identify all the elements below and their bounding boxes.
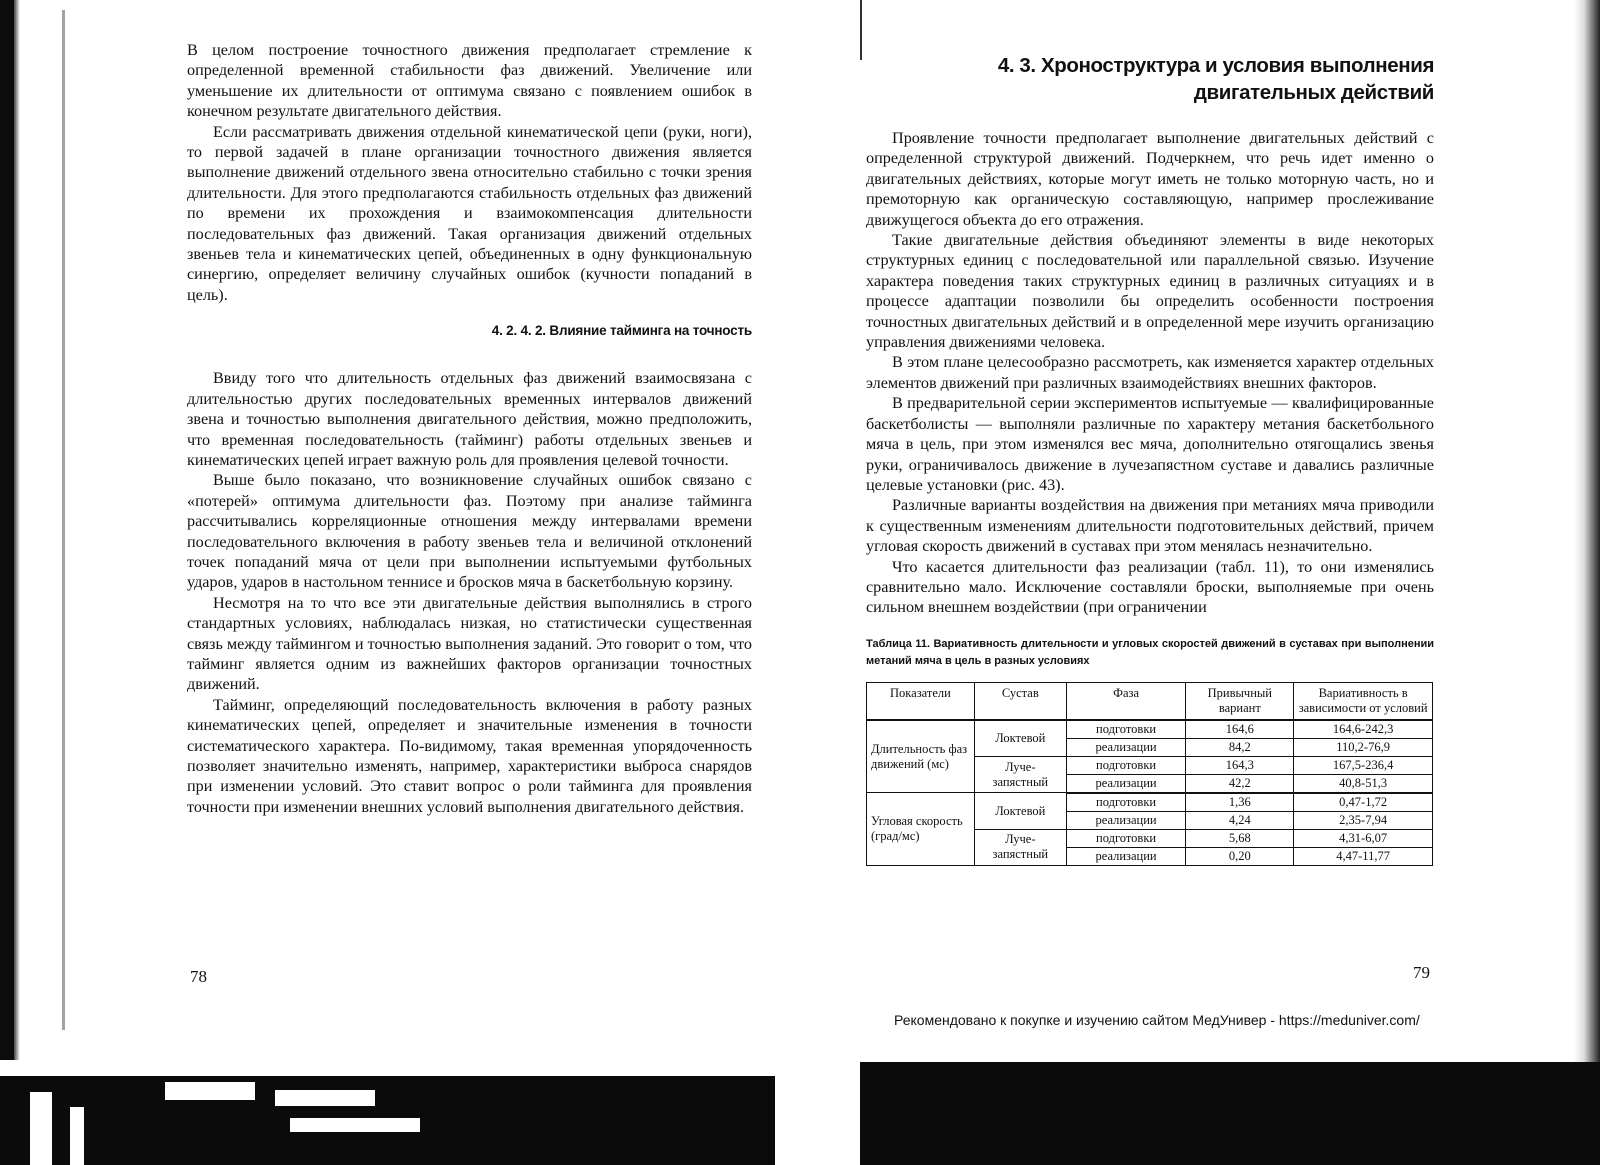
range-cell: 4,31-6,07 [1294, 829, 1433, 847]
phase-cell: реализации [1066, 847, 1186, 865]
right-paragraph-4: В предварительной серии экспериментов испытуемые — квалифицированные баскетболисты — выполняли различные по характеру метания баскетбольного мяча в цель, при этом изменялся вес мяча, дополнительно отягощались звенья руки, ограничивалось движение в лучезапястном суставе и давались различные целевые установки (рис. 43). [866, 394, 1434, 494]
usual-value-cell: 164,3 [1186, 756, 1294, 774]
usual-value-cell: 0,20 [1186, 847, 1294, 865]
table-header: Вариативность в зависимости от условий [1294, 682, 1433, 720]
phase-cell: подготовки [1066, 829, 1186, 847]
scan-gutter-left [0, 0, 80, 1060]
right-paragraph-2: Такие двигательные действия объединяют элементы в виде некоторых структурных единиц с последовательной или параллельной связью. Изучение характера поведения таких структурных единиц в различных ситуациях и в процессе адаптации позволили бы определить особенности построения точностных двигательных действий и в определенной мере изучить организацию управления движениями человека. [866, 231, 1434, 352]
phase-cell: подготовки [1066, 720, 1186, 739]
left-paragraph-2: Если рассматривать движения отдельной кинематической цепи (руки, ноги), то первой задачей в плане организации точностного движения является выполнение движений отдельного звена относительно стабильно с точки зрения длительности. Для этого предполагаются стабильность отдельных фаз движений по времени их прохождения и взаимокомпенсация длительности последовательных фаз движений. Такая организация движений отдельных звеньев тела и кинематических цепей, объединенных в одну функциональную синергию, определяет величину случайных ошибок (кучности попаданий в цель). [187, 122, 752, 304]
left-page [187, 40, 752, 817]
usual-value-cell: 164,6 [1186, 720, 1294, 739]
right-paragraph-1: Проявление точности предполагает выполнение двигательных действий с определенной структурой движений. Подчеркнем, что речь идет именно о двигательных действиях, которые могут иметь не только моторную часть, но и премоторную как органическую составляющую, например прослеживание движущегося объекта до его отражения. [866, 129, 1434, 229]
joint-cell: Локтевой [974, 793, 1066, 830]
chapter-title: 4. 3. Хроноструктура и условия выполнения двигательных действий [997, 54, 1434, 104]
range-cell: 40,8-51,3 [1294, 774, 1433, 793]
phase-cell: реализации [1066, 774, 1186, 793]
left-paragraph-4: Выше было показано, что возникновение случайных ошибок связано с «потерей» оптимума длительности фаз. Поэтому при анализе тайминга рассчитывались корреляционные отношения между интервалами времени последовательного включения в работу звеньев тела и величиной отклонений точек попаданий мяча от цели при выполнении испытуемыми футбольных ударов, ударов в настольном теннисе и бросков мяча в баскетбольную корзину. [187, 471, 752, 592]
phase-cell: подготовки [1066, 756, 1186, 774]
right-paragraph-6: Что касается длительности фаз реализации (табл. 11), то они изменялись сравнительно мало. Исключение составляли броски, выполняемые при очень сильном внешнем воздействии (при ограничении [866, 557, 1434, 617]
range-cell: 0,47-1,72 [1294, 793, 1433, 812]
left-paragraph-6: Тайминг, определяющий последовательность включения в работу разных кинематических цепей, определяет и значительные изменения в точности систематического характера. По-видимому, такая временная упорядоченность позволяет значительно изменять, например, характеристики выброса снарядов при изменении условий. Это ставит вопрос о роли тайминга для проявления точности при изменении внешних условий выполнения двигательного действия. [187, 695, 752, 816]
scan-bottom-band [0, 1062, 1600, 1165]
joint-cell: Локтевой [974, 720, 1066, 757]
joint-cell: Луче-запястный [974, 756, 1066, 793]
range-cell: 4,47-11,77 [1294, 847, 1433, 865]
table-header: Фаза [1066, 682, 1186, 720]
table-header: Показатели [867, 682, 975, 720]
right-paragraph-3: В этом плане целесообразно рассмотреть, как изменяется характер отдельных элементов движений при различных взаимодействиях внешних факторов. [866, 353, 1434, 392]
left-paragraph-5: Несмотря на то что все эти двигательные действия выполнялись в строго стандартных условиях, наблюдалась низкая, но статистически существенная связь между таймингом и точностью выполнения заданий. Это говорит о том, что тайминг является одним из важнейших факторов организации точностных движений. [187, 593, 752, 694]
right-paragraph-5: Различные варианты воздействия на движения при метаниях мяча приводили к существенным изменениям длительности подготовительных действий, причем угловая скорость движений в суставах при этом менялась незначительно. [866, 496, 1434, 556]
table-row [867, 720, 1433, 739]
range-cell: 164,6-242,3 [1294, 720, 1433, 739]
table-caption: Таблица 11. Вариативность длительности и угловых скоростей движений в суставах при выполнении метаний мяча в цель в разных условиях [866, 637, 1434, 667]
table-row [867, 793, 1433, 812]
usual-value-cell: 42,2 [1186, 774, 1294, 793]
range-cell: 167,5-236,4 [1294, 756, 1433, 774]
usual-value-cell: 5,68 [1186, 829, 1294, 847]
table-header: Сустав [974, 682, 1066, 720]
usual-value-cell: 84,2 [1186, 738, 1294, 756]
footer-recommendation: Рекомендовано к покупке и изучению сайтом МедУнивер - https://meduniver.com/ [894, 1012, 1420, 1028]
left-paragraph-1: В целом построение точностного движения предполагает стремление к определенной временной стабильности фаз движений. Увеличение или уменьшение их длительности от оптимума связано с появлением ошибок в конечном результате двигательного действия. [187, 41, 752, 121]
usual-value-cell: 1,36 [1186, 793, 1294, 812]
phase-cell: реализации [1066, 811, 1186, 829]
scan-edge-right [1560, 0, 1600, 1062]
indicator-cell: Угловая скорость (град/мс) [867, 793, 975, 866]
joint-cell: Луче-запястный [974, 829, 1066, 865]
data-table [866, 682, 1433, 866]
table-header: Привычный вариант [1186, 682, 1294, 720]
scan-center-mark [860, 0, 862, 60]
page-number-left: 78 [190, 967, 207, 986]
section-subheading: 4. 2. 4. 2. Влияние тайминга на точность [491, 323, 752, 339]
phase-cell: подготовки [1066, 793, 1186, 812]
usual-value-cell: 4,24 [1186, 811, 1294, 829]
phase-cell: реализации [1066, 738, 1186, 756]
range-cell: 110,2-76,9 [1294, 738, 1433, 756]
left-paragraph-3: Ввиду того что длительность отдельных фаз движений взаимосвязана с длительностью других последовательных временных интервалов движений звена и точностью выполнения двигательного действия, можно предположить, что временная последовательность (тайминг) работы отдельных звеньев и кинематических цепей играет важную роль для проявления целевой точности. [187, 369, 752, 469]
right-page [866, 52, 1434, 866]
range-cell: 2,35-7,94 [1294, 811, 1433, 829]
page-number-right: 79 [1413, 963, 1430, 982]
indicator-cell: Длительность фаз движений (мс) [867, 720, 975, 793]
